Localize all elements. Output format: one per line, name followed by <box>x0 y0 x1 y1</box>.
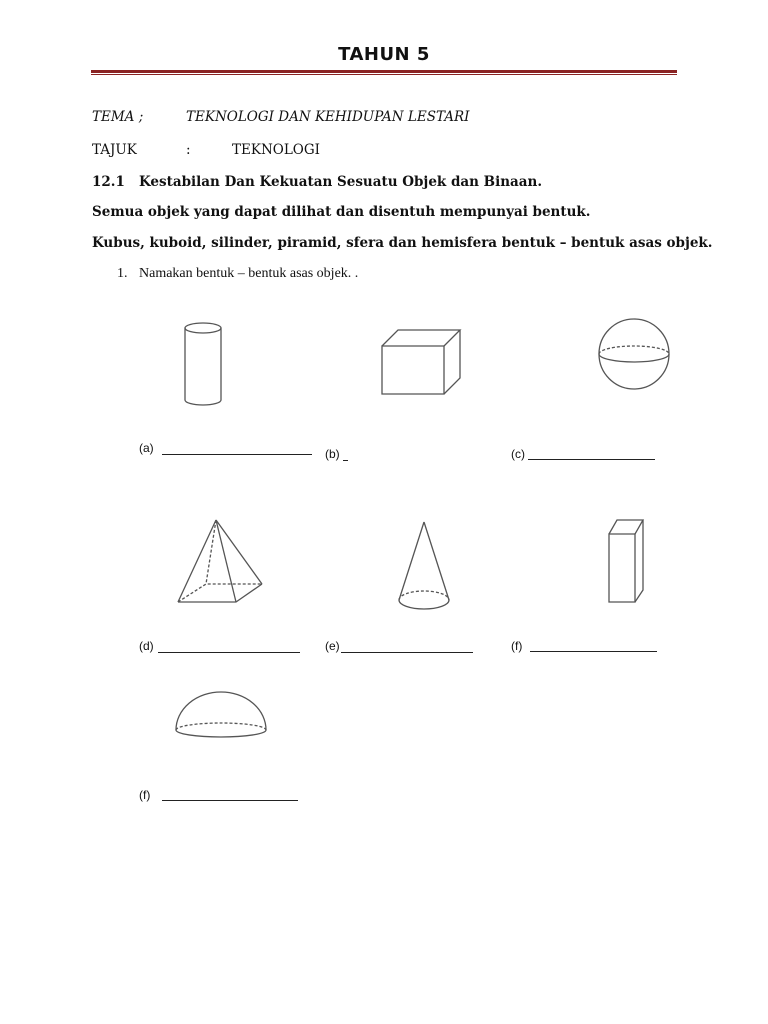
sphere-icon <box>596 320 676 392</box>
tema-value: TEKNOLOGI DAN KEHIDUPAN LESTARI <box>186 109 470 125</box>
answer-d-blank[interactable] <box>158 652 300 653</box>
pyramid-icon <box>176 518 266 604</box>
section-title: Kestabilan Dan Kekuatan Sesuatu Objek dan Binaan. <box>139 174 543 190</box>
tema-label: TEMA ; <box>92 109 144 125</box>
answer-a-label: (a) <box>139 441 154 455</box>
section-number: 12.1 <box>92 174 125 190</box>
tajuk-value: TEKNOLOGI <box>232 142 320 158</box>
answer-e-blank[interactable] <box>341 652 473 653</box>
cone-icon <box>396 520 454 612</box>
answer-f1-label: (f) <box>511 639 523 653</box>
answer-e-label: (e) <box>325 639 340 653</box>
prism-icon <box>607 518 645 604</box>
answer-b-label: (b) <box>325 447 340 461</box>
answer-c-label: (c) <box>511 447 525 461</box>
answer-f2-blank[interactable] <box>162 800 298 801</box>
answer-f1-blank[interactable] <box>530 651 657 652</box>
page-title: TAHUN 5 <box>338 44 430 65</box>
header-rule-thin <box>91 74 677 75</box>
paragraph-1: Semua objek yang dapat dilihat dan disentuh mempunyai bentuk. <box>92 204 591 220</box>
answer-d-label: (d) <box>139 639 154 653</box>
cuboid-icon <box>378 326 462 396</box>
question-text: Namakan bentuk – bentuk asas objek. . <box>139 266 359 281</box>
answer-c-blank[interactable] <box>528 459 655 460</box>
header-rule <box>91 70 677 73</box>
answer-a-blank[interactable] <box>162 454 312 455</box>
answer-b-blank[interactable] <box>343 460 348 461</box>
answer-f2-label: (f) <box>139 788 151 802</box>
cylinder-icon <box>176 320 232 412</box>
tajuk-label: TAJUK <box>92 142 137 158</box>
hemisphere-icon <box>174 690 268 742</box>
paragraph-2: Kubus, kuboid, silinder, piramid, sfera dan hemisfera bentuk – bentuk asas objek. <box>92 235 713 251</box>
tajuk-colon: : <box>186 142 191 158</box>
question-number: 1. <box>117 266 128 281</box>
